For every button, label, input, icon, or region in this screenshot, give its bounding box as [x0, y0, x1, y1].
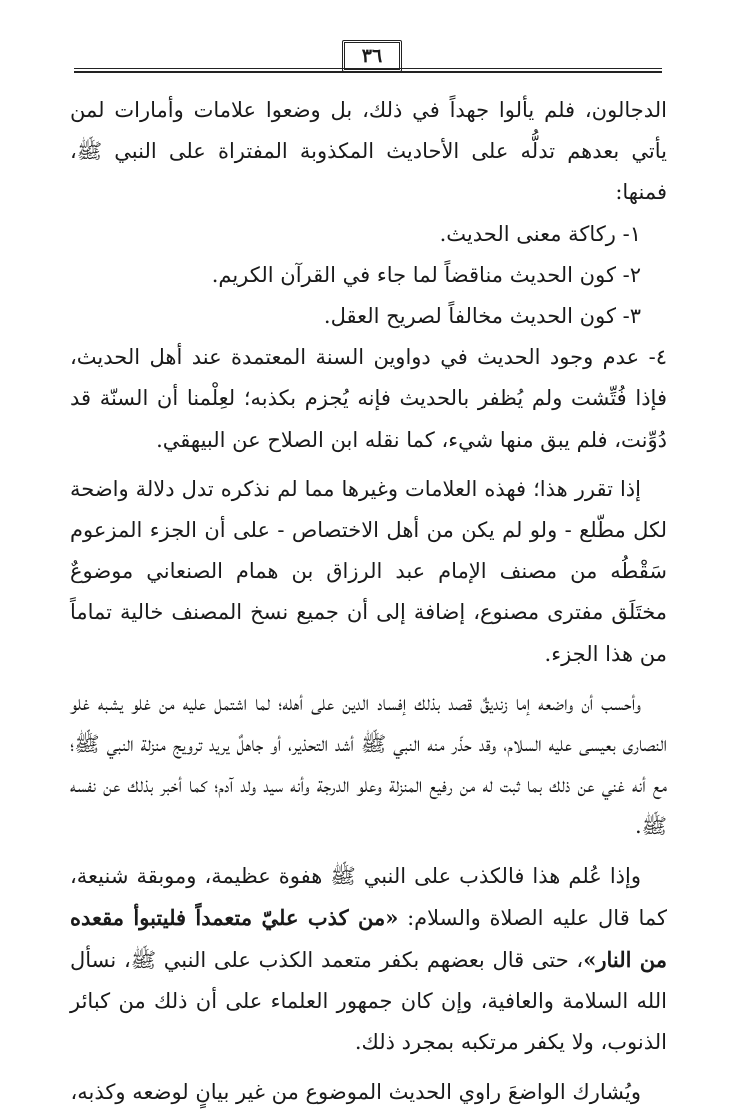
- paragraph-5: ويُشارك الواضعَ راوي الحديث الموضوع من غير بيانٍ لوضعه وكذبه،: [70, 1079, 641, 1104]
- paragraph-4-start: وإذا عُلم هذا فالكذب على النبي ﷺ هفوة عظيمة، وموبقة شنيعة، كما قال عليه الصلاة والسلام:: [70, 863, 667, 930]
- list-item-2: ٢- كون الحديث مناقضاً لما جاء في القرآن الكريم.: [211, 262, 641, 287]
- list-item-3: ٣- كون الحديث مخالفاً لصريح العقل.: [323, 304, 641, 329]
- page-number: ٣٦: [342, 40, 402, 72]
- paragraph-4-end: ، حتى قال بعضهم بكفر متعمد الكذب على النبي ﷺ، نسأل الله السلامة والعافية، وإن كان جمهور العلماء على أن ذلك من كبائر الذنوب، ولا يكفر مرتكبه بمجرد ذلك.: [70, 948, 667, 1055]
- paragraph-4: [70, 856, 667, 1064]
- header-rule-thick: [74, 71, 662, 73]
- paragraph-1: الدجالون، فلم يألوا جهداً في ذلك، بل وضعوا علامات وأمارات لمن يأتي بعدهم تدلُّه على الأحاديث المكذوبة المفتراة على النبي ﷺ، فمنها:: [70, 98, 667, 205]
- list-item-4: ٤- عدم وجود الحديث في دواوين السنة المعتمدة عند أهل الحديث، فإذا فُتِّشت ولم يُظفر بالحديث فإنه يُجزم بكذبه؛ لعِلْمنا أن السنّة قد دُوِّنت، فلم يبق منها شيء، كما نقله ابن الصلاح عن البيهقي.: [70, 345, 667, 452]
- list-item-1: ١- ركاكة معنى الحديث.: [439, 221, 641, 246]
- page-body: [70, 90, 667, 1113]
- hadith-quote: «من كذب عليّ متعمداً فليتبوأ مقعده من النار»: [70, 904, 668, 973]
- page-header: [74, 36, 662, 76]
- header-rule: [74, 68, 662, 69]
- paragraph-3: وأحسب أن واضعه إما زنديقٌ قصد بذلك إفساد الدين على أهله؛ لما اشتمل عليه من غلو يشبه غلو النصارى بعيسى عليه السلام، وقد حذّر منه النبي ﷺ أشد التحذير، أو جاهلٌ يريد ترويج منزلة النبي ﷺ؛ مع أنه غني عن ذلك بما ثبت له من رفيع المنزلة وعلو الدرجة وأنه سيد ولد آدم؛ كما أخبر بذلك عن نفسه ﷺ.: [70, 690, 667, 839]
- paragraph-2: إذا تقرر هذا؛ فهذه العلامات وغيرها مما لم نذكره تدل دلالة واضحة لكل مطّلع - ولو لم يكن من أهل الاختصاص - على أن الجزء المزعوم سَقْطُه من مصنف الإمام عبد الرزاق بن همام الصنعاني موضوعٌ مختَلَق مفترى مصنوع، إضافة إلى أن جميع نسخ المصنف خالية تماماً من هذا الجزء.: [70, 476, 667, 666]
